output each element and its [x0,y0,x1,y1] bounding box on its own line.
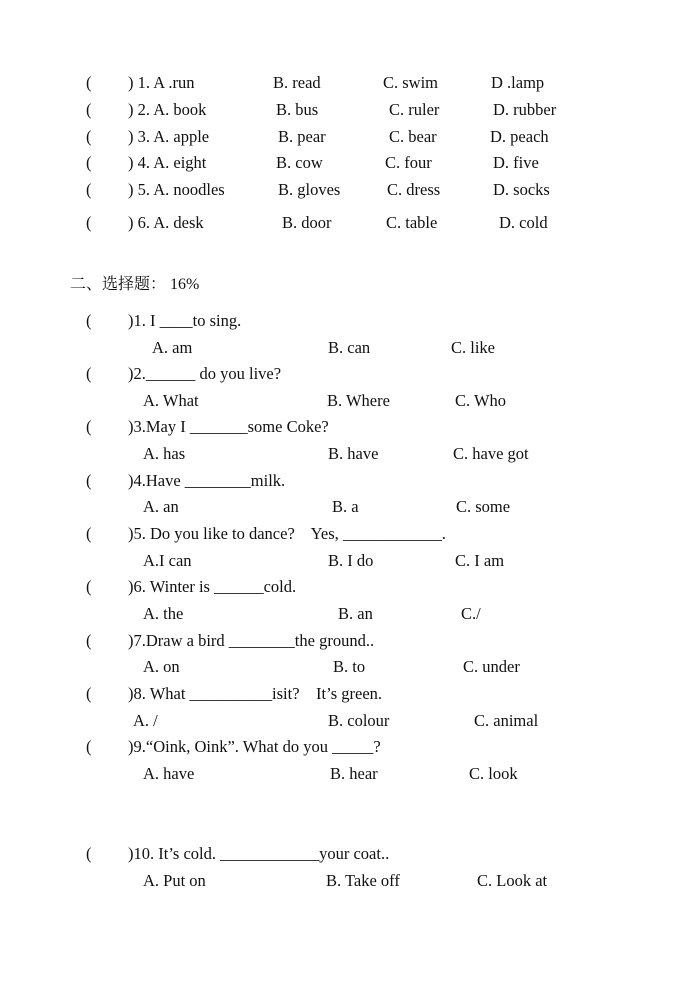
option-c: C. swim [383,73,439,92]
option-c: C. dress [387,180,441,199]
option-c: C./ [461,604,481,623]
part1-row [0,127,696,147]
option-b: B. a [332,497,359,516]
question-text: )4.Have ________milk. [128,471,286,490]
answer-paren: ( [86,73,92,92]
option-b: B. bus [276,100,319,119]
question-text: )8. What __________isit? It’s green. [128,684,383,703]
question-stem: ) 6. A. desk [128,213,204,232]
answer-paren: ( [86,311,92,330]
answer-paren: ( [86,524,92,543]
question-stem: ) 1. A .run [128,73,195,92]
option-c: C. four [385,153,432,172]
option-c: C. under [463,657,520,676]
option-a: A. the [143,604,184,623]
answer-paren: ( [86,417,92,436]
part1-row [0,153,696,173]
section-title: 二、选择题： 16% [70,276,200,293]
question-stem: ) 2. A. book [128,100,207,119]
question-text: )2.______ do you live? [128,364,282,383]
option-a: A. am [152,338,193,357]
option-c: C. like [451,338,495,357]
option-d: D. cold [499,213,548,232]
question-text: )3.May I _______some Coke? [128,417,329,436]
option-d: D .lamp [491,73,545,92]
option-a: A. has [143,444,186,463]
option-c: C. Who [455,391,507,410]
question-text: )1. I ____to sing. [128,311,242,330]
question-text: )10. It’s cold. ____________your coat.. [128,844,390,863]
option-d: D. peach [490,127,549,146]
option-a: A.I can [143,551,192,570]
option-b: B. read [273,73,321,92]
answer-paren: ( [86,684,92,703]
option-c: C. ruler [389,100,440,119]
option-c: C. animal [474,711,539,730]
option-b: B. have [328,444,379,463]
option-c: C. have got [453,444,529,463]
option-b: B. Take off [326,871,400,890]
option-d: D. socks [493,180,550,199]
answer-paren: ( [86,364,92,383]
option-c: C. bear [389,127,437,146]
question-stem: ) 4. A. eight [128,153,207,172]
option-c: C. some [456,497,511,516]
answer-paren: ( [86,127,92,146]
option-a: A. Put on [143,871,206,890]
question-stem: ) 5. A. noodles [128,180,225,199]
option-c: C. I am [455,551,505,570]
option-b: B. gloves [278,180,341,199]
answer-paren: ( [86,100,92,119]
question-text: )9.“Oink, Oink”. What do you _____? [128,737,381,756]
option-b: B. can [328,338,371,357]
option-b: B. door [282,213,332,232]
part1-row [0,100,696,120]
option-d: D. five [493,153,539,172]
question-text: )7.Draw a bird ________the ground.. [128,631,375,650]
option-b: B. hear [330,764,378,783]
option-a: A. on [143,657,180,676]
option-a: A. What [143,391,199,410]
option-b: B. cow [276,153,323,172]
option-a: A. / [133,711,158,730]
question-text: )5. Do you like to dance? Yes, ____________. [128,524,447,543]
part1-row [0,180,696,200]
question-stem: ) 3. A. apple [128,127,210,146]
answer-paren: ( [86,213,92,232]
option-c: C. Look at [477,871,548,890]
part1-row [0,213,696,233]
question-text: )6. Winter is ______cold. [128,577,297,596]
option-d: D. rubber [493,100,557,119]
option-b: B. pear [278,127,326,146]
answer-paren: ( [86,471,92,490]
answer-paren: ( [86,180,92,199]
option-b: B. an [338,604,373,623]
answer-paren: ( [86,844,92,863]
option-b: B. to [333,657,366,676]
option-b: B. Where [327,391,390,410]
option-b: B. colour [328,711,390,730]
part1-row [0,73,696,93]
option-c: C. look [469,764,518,783]
answer-paren: ( [86,631,92,650]
option-c: C. table [386,213,438,232]
option-a: A. an [143,497,179,516]
answer-paren: ( [86,153,92,172]
option-a: A. have [143,764,195,783]
answer-paren: ( [86,577,92,596]
option-b: B. I do [328,551,374,570]
answer-paren: ( [86,737,92,756]
